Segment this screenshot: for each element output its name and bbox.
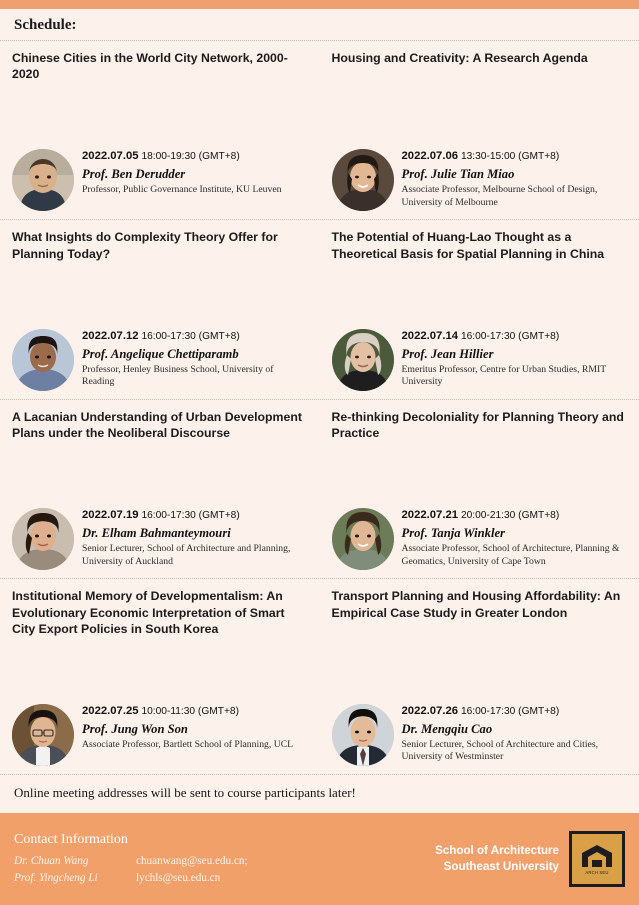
speaker-affiliation: Senior Lecturer, School of Architecture and Planning, University of Auckland <box>82 543 291 567</box>
speaker-name: Prof. Jean Hillier <box>401 346 494 361</box>
talk-time: 20:00-21:30 (GMT+8) <box>460 510 560 522</box>
talk-card-3[interactable] <box>0 220 320 398</box>
speaker-name: Dr. Elham Bahmanteymouri <box>82 526 231 541</box>
talk-title: Institutional Memory of Developmentalism: An Evolutionary Economic Interpretation of Smart City Export Policies in South Korea <box>12 589 285 636</box>
contact-email[interactable]: chuanwang@seu.edu.cn; <box>136 854 248 867</box>
talk-date: 2022.07.21 <box>401 509 459 522</box>
talk-date: 2022.07.26 <box>401 705 459 718</box>
schedule-row <box>0 579 639 775</box>
speaker-affiliation: Associate Professor, Melbourne School of Design, University of Melbourne <box>401 184 598 208</box>
speaker-meta <box>82 508 308 568</box>
speaker-photo-jean-hillier <box>332 329 394 391</box>
talk-title: The Potential of Huang-Lao Thought as a Theoretical Basis for Spatial Planning in China <box>331 230 605 261</box>
top-accent-bar <box>0 0 639 9</box>
talk-card-2[interactable] <box>320 41 639 219</box>
schedule-row <box>0 400 639 579</box>
talk-date: 2022.07.06 <box>401 150 459 163</box>
contact-title: Contact Information <box>14 831 128 847</box>
speaker-photo-mengqiu-cao <box>332 704 394 766</box>
talk-date: 2022.07.14 <box>401 329 459 342</box>
talk-time: 16:00-17:30 (GMT+8) <box>141 510 240 522</box>
speaker-block <box>12 149 308 211</box>
talk-datetime <box>82 150 308 162</box>
schedule-grid <box>0 41 639 775</box>
talk-time: 18:00-19:30 (GMT+8) <box>141 151 240 163</box>
speaker-affiliation: Senior Lecturer, School of Architecture and Cities, University of Westminster <box>401 739 599 763</box>
speaker-block <box>12 329 308 391</box>
school-line-1: School of Architecture <box>435 843 559 857</box>
speaker-meta <box>82 704 308 751</box>
speaker-meta <box>402 329 628 389</box>
speaker-meta <box>82 149 308 196</box>
speaker-block <box>332 329 628 391</box>
contact-row <box>14 870 435 887</box>
meeting-note: Online meeting addresses will be sent to course participants later! <box>14 785 356 800</box>
speaker-photo-angelique-chettiparamb <box>12 329 74 391</box>
speaker-name: Prof. Jung Won Son <box>82 722 188 737</box>
speaker-block <box>12 704 308 766</box>
talk-date: 2022.07.12 <box>82 329 139 342</box>
talk-datetime <box>402 509 628 521</box>
speaker-affiliation: Emeritus Professor, Centre for Urban Studies, RMIT University <box>401 363 606 388</box>
talk-title: Re-thinking Decoloniality for Planning Theory and Practice <box>331 409 624 441</box>
university-logo <box>569 831 625 887</box>
speaker-affiliation: Associate Professor, School of Architecture, Planning & Geomatics, University of Cape Town <box>401 543 620 567</box>
speaker-block <box>332 704 628 766</box>
speaker-name: Prof. Julie Tian Miao <box>401 167 515 182</box>
speaker-meta <box>402 149 628 209</box>
talk-title: Chinese Cities in the World City Network, 2000-2020 <box>12 51 288 82</box>
speaker-name: Prof. Tanja Winkler <box>401 526 505 541</box>
page-title: Schedule: <box>14 17 77 33</box>
speaker-photo-elham-bahmanteymouri <box>12 508 74 570</box>
talk-datetime <box>402 330 628 342</box>
speaker-meta <box>82 329 308 389</box>
talk-card-7[interactable] <box>0 579 320 774</box>
contact-person: Dr. Chuan Wang <box>14 854 89 867</box>
speaker-name: Dr. Mengqiu Cao <box>401 722 493 737</box>
talk-card-6[interactable] <box>320 400 639 578</box>
speaker-block <box>12 508 308 570</box>
contact-information <box>14 832 435 887</box>
talk-datetime <box>82 330 308 342</box>
contact-person: Prof. Yingcheng Li <box>14 871 98 884</box>
contact-row <box>14 853 435 870</box>
talk-card-4[interactable] <box>320 220 639 398</box>
speaker-block <box>332 149 628 211</box>
speaker-meta <box>402 704 628 764</box>
talk-datetime <box>402 150 628 162</box>
talk-card-5[interactable] <box>0 400 320 578</box>
speaker-affiliation: Associate Professor, Bartlett School of Planning, UCL <box>82 739 294 751</box>
speaker-block <box>332 508 628 570</box>
talk-card-8[interactable] <box>320 579 639 774</box>
talk-title: Transport Planning and Housing Affordability: An Empirical Case Study in Greater London <box>331 589 621 620</box>
speaker-photo-jung-won-son <box>12 704 74 766</box>
logo-emblem-icon <box>572 834 622 884</box>
talk-time: 13:30-15:00 (GMT+8) <box>460 151 560 163</box>
talk-time: 16:00-17:30 (GMT+8) <box>460 706 560 718</box>
talk-datetime <box>82 705 308 717</box>
talk-date: 2022.07.25 <box>82 705 139 718</box>
speaker-affiliation: Professor, Henley Business School, University of Reading <box>82 363 274 388</box>
school-name <box>435 843 559 875</box>
talk-time: 10:00-11:30 (GMT+8) <box>141 706 239 718</box>
talk-time: 16:00-17:30 (GMT+8) <box>141 330 240 342</box>
talk-title: Housing and Creativity: A Research Agenda <box>331 51 588 65</box>
talk-date: 2022.07.05 <box>82 150 139 163</box>
speaker-name: Prof. Angelique Chettiparamb <box>82 346 239 361</box>
schedule-header <box>0 9 639 41</box>
talk-time: 16:00-17:30 (GMT+8) <box>460 330 560 342</box>
logo-text: ARCH SEU <box>585 870 609 875</box>
schedule-row <box>0 220 639 399</box>
talk-date: 2022.07.19 <box>82 509 139 522</box>
talk-title: What Insights do Complexity Theory Offer for Planning Today? <box>12 230 278 261</box>
speaker-name: Prof. Ben Derudder <box>82 167 186 182</box>
talk-datetime <box>402 705 628 717</box>
speaker-affiliation: Professor, Public Governance Institute, KU Leuven <box>82 184 282 196</box>
talk-datetime <box>82 509 308 521</box>
footer-bar <box>0 813 639 905</box>
contact-email[interactable]: lychls@seu.edu.cn <box>136 871 221 884</box>
speaker-meta <box>402 508 628 568</box>
school-line-2: Southeast University <box>443 860 559 873</box>
talk-title: A Lacanian Understanding of Urban Development Plans under the Neoliberal Discourse <box>12 409 302 441</box>
schedule-row <box>0 41 639 220</box>
speaker-photo-julie-tian-miao <box>332 149 394 211</box>
talk-card-1[interactable] <box>0 41 320 219</box>
speaker-photo-ben-derudder <box>12 149 74 211</box>
speaker-photo-tanja-winkler <box>332 508 394 570</box>
